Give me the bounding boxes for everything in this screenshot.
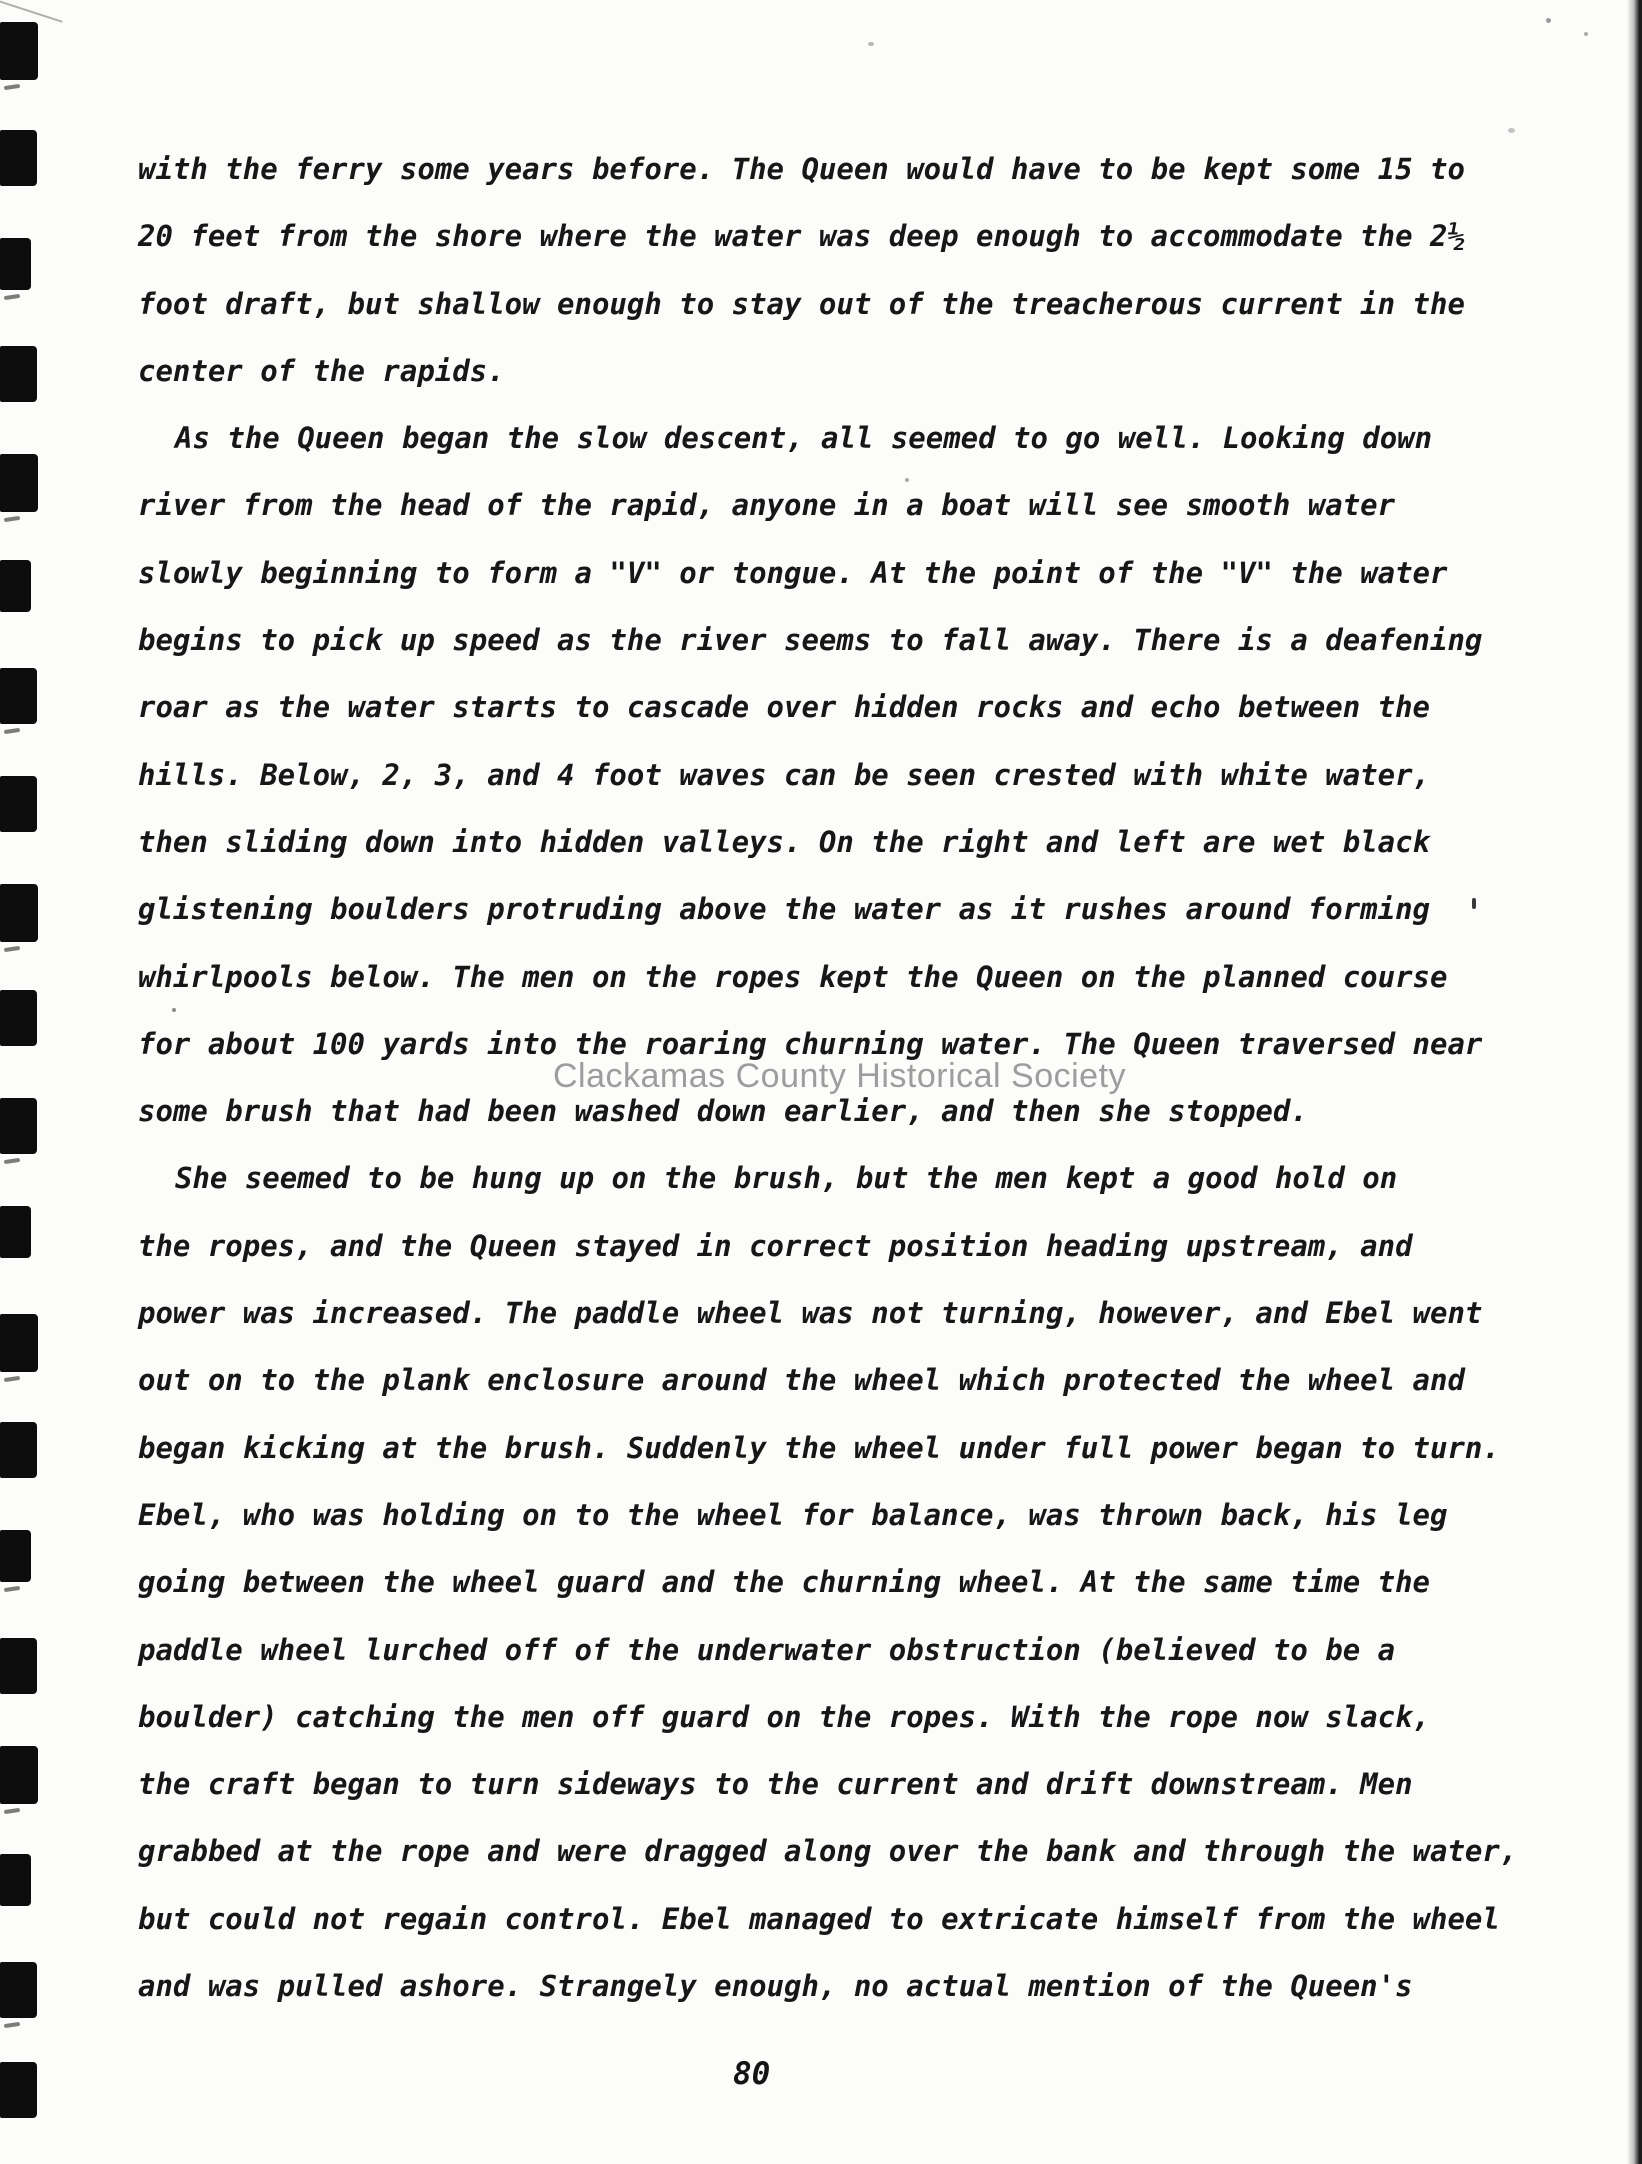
binding-hole-mark [0, 1962, 37, 2018]
scan-speck [1546, 18, 1551, 23]
binding-hole-mark [0, 1098, 37, 1154]
binding-marks [0, 0, 60, 2164]
binding-hole-mark [0, 1638, 37, 1694]
binding-hole-mark [0, 454, 38, 512]
page-edge-shadow [1627, 0, 1642, 2164]
scan-speck [1508, 128, 1515, 133]
text-line: hills. Below, 2, 3, and 4 foot waves can be seen crested with white water, [138, 757, 1431, 792]
text-line: She seemed to be hung up on the brush, but the men kept a good hold on [175, 1161, 1398, 1196]
text-line: then sliding down into hidden valleys. On the right and left are wet black [138, 824, 1431, 859]
binding-hole-mark [0, 22, 38, 80]
text-line: and was pulled ashore. Strangely enough, no actual mention of the Queen's [138, 1969, 1413, 2004]
text-line: the craft began to turn sideways to the current and drift downstream. Men [138, 1767, 1413, 1802]
text-line: the ropes, and the Queen stayed in correct position heading upstream, and [138, 1228, 1413, 1263]
binding-hole-mark [0, 238, 31, 290]
text-line: foot draft, but shallow enough to stay out of the treacherous current in the [138, 286, 1465, 321]
text-line: 20 feet from the shore where the water was deep enough to accommodate the 2½ [138, 219, 1465, 254]
binding-hole-mark [0, 1206, 31, 1258]
scan-speck [868, 42, 874, 46]
text-line: boulder) catching the men off guard on the ropes. With the rope now slack, [138, 1699, 1431, 1734]
text-line: paddle wheel lurched off of the underwater obstruction (believed to be a [138, 1632, 1396, 1667]
binding-hole-mark [0, 130, 37, 186]
binding-hole-mark [0, 1854, 31, 1906]
binding-hole-mark [0, 560, 31, 612]
page-number: 80 [733, 2056, 771, 2092]
binding-hole-mark [0, 346, 37, 402]
text-line: but could not regain control. Ebel managed to extricate himself from the wheel [138, 1901, 1500, 1936]
text-line: out on to the plank enclosure around the wheel which protected the wheel and [138, 1363, 1465, 1398]
binding-hole-mark [0, 2062, 37, 2118]
binding-hole-mark [0, 668, 37, 724]
binding-hole-mark [0, 776, 37, 832]
binding-hole-mark [0, 1422, 37, 1478]
scan-speck [172, 1008, 176, 1012]
stray-quote-mark [1472, 898, 1476, 909]
binding-hole-mark [0, 1530, 31, 1582]
text-line: roar as the water starts to cascade over hidden rocks and echo between the [138, 690, 1431, 725]
text-line: some brush that had been washed down earlier, and then she stopped. [138, 1094, 1308, 1129]
binding-hole-mark [0, 884, 38, 942]
text-line: power was increased. The paddle wheel was not turning, however, and Ebel went [138, 1296, 1483, 1331]
text-line: with the ferry some years before. The Queen would have to be kept some 15 to [138, 152, 1465, 186]
binding-hole-mark [0, 990, 37, 1046]
text-line: going between the wheel guard and the churning wheel. At the same time the [138, 1565, 1431, 1600]
text-line: center of the rapids. [138, 353, 505, 388]
watermark-text: Clackamas County Historical Society [553, 1057, 1127, 1095]
text-line: slowly beginning to form a "V" or tongue. At the point of the "V" the water [138, 555, 1448, 590]
text-line: began kicking at the brush. Suddenly the wheel under full power began to turn. [138, 1430, 1500, 1465]
text-line: grabbed at the rope and were dragged along over the bank and through the water, [138, 1834, 1518, 1869]
scan-speck [905, 478, 909, 482]
text-line: Ebel, who was holding on to the wheel for balance, was thrown back, his leg [138, 1497, 1448, 1532]
scan-speck [1584, 32, 1588, 36]
binding-hole-mark [0, 1746, 38, 1804]
text-line: As the Queen began the slow descent, all seemed to go well. Looking down [175, 421, 1433, 456]
text-line: begins to pick up speed as the river seems to fall away. There is a deafening [138, 623, 1483, 658]
text-line: for about 100 yards into the roaring churning water. The Queen traversed near [138, 1026, 1483, 1061]
typewritten-text [138, 136, 1558, 2020]
text-line: whirlpools below. The men on the ropes kept the Queen on the planned course [138, 959, 1448, 994]
text-line: river from the head of the rapid, anyone in a boat will see smooth water [138, 488, 1396, 523]
text-line: glistening boulders protruding above the water as it rushes around forming [138, 892, 1431, 927]
binding-hole-mark [0, 1314, 38, 1372]
